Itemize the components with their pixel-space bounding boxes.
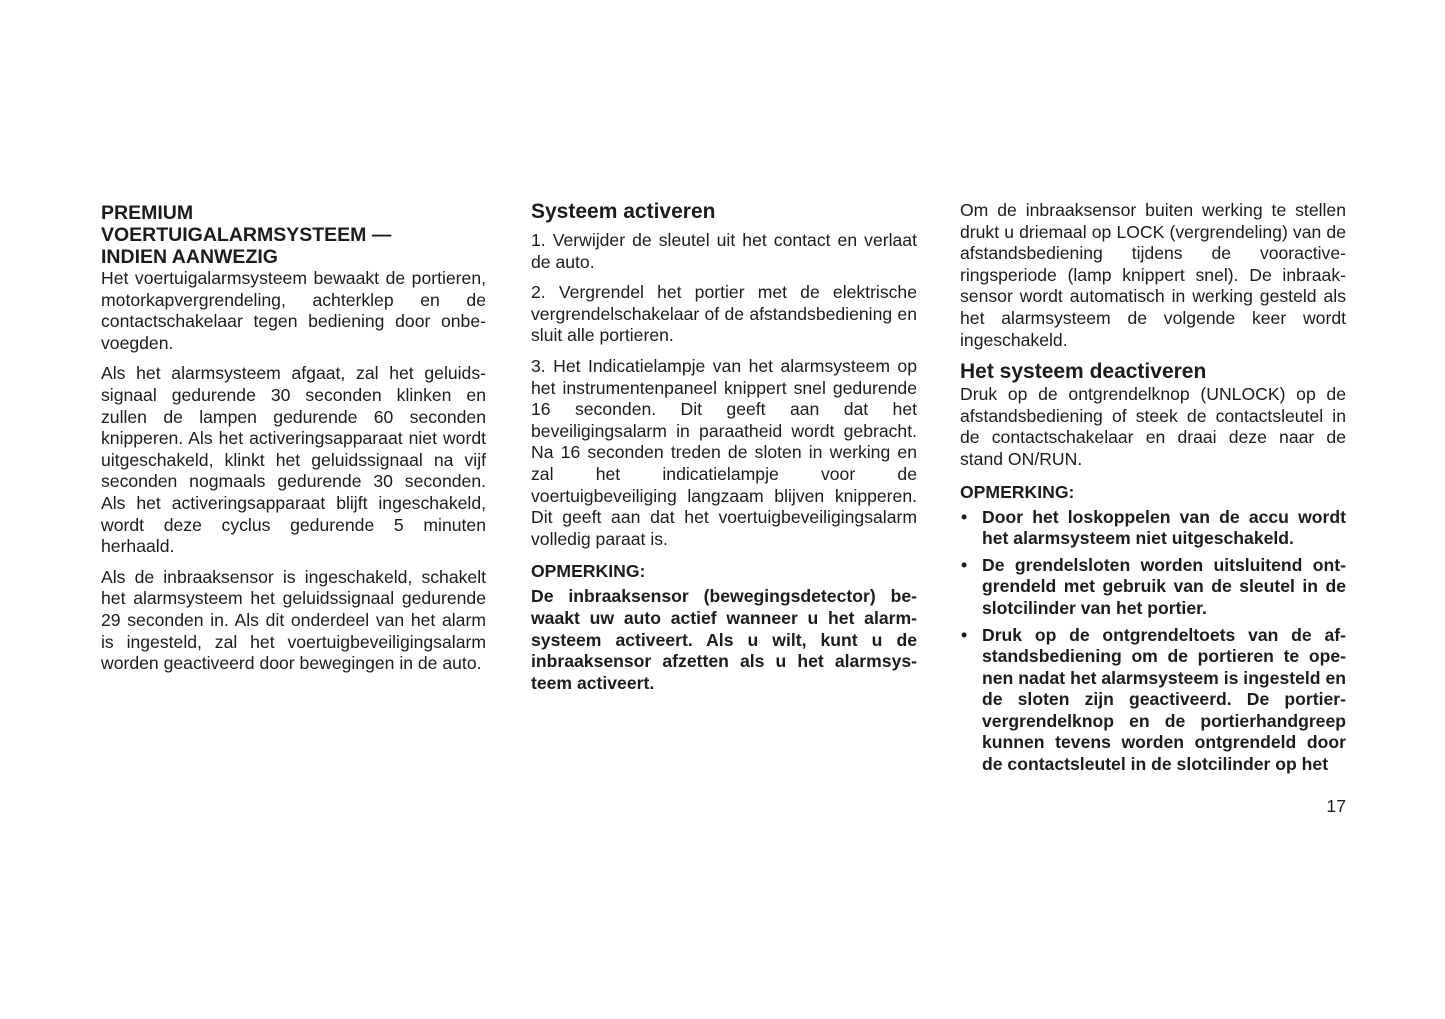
deactivate-heading: Het systeem deactiveren [960, 360, 1207, 384]
column-1 [101, 200, 486, 684]
step-3: 3. Het Indicatielampje van het alarmsysteem op het instrumentenpaneel knippert snel gedurende 16 seconden. Dit geeft aan dat het beveiligingsalarm in paraatheid wordt gebracht. Na 16 seconden treden de sloten in werking en zal het indicatielampje voor de voertuigbeveiliging langzaam blijven knipperen. Dit geeft aan dat het voertuigbeveiligingsalarm volledig paraat is. [531, 355, 917, 549]
heading-line-3: INDIEN AANWEZIG [101, 246, 278, 268]
bullet-icon: • [961, 554, 968, 575]
column-2 [531, 200, 917, 694]
note-text: De inbraaksensor (bewegingsdetector) bewaakt uw auto actief wanneer u het alarmsysteem activeert. Als u wilt, kunt u de inbraaksensor afzetten als u het alarmsysteem activeert. [531, 586, 917, 693]
alarm-behaviour-paragraph: Als het alarmsysteem afgaat, zal het geluidssignaal gedurende 30 seconden klinken en zullen de lampen gedurende 60 seconden knipperen. Als het activeringsapparaat niet wordt uitgeschakeld, klinkt het geluidssignaal na vijf seconden nogmaals gedurende 30 seconden. Als het activeringsapparaat blijft ingeschakeld, wordt deze cyclus gedurende 5 minuten herhaald. [101, 363, 486, 557]
section-heading [101, 202, 486, 268]
activate-heading: Systeem activeren [531, 200, 716, 223]
step-2: 2. Vergrendel het portier met de elektrische vergrendelschakelaar of de afstandsbediening en sluit alle portieren. [531, 282, 917, 346]
disable-sensor-paragraph: Om de inbraaksensor buiten werking te stellen drukt u driemaal op LOCK (vergrendeling) van de afstandsbediening tijdens de vooractiveringsperiode (lamp knippert snel). De inbraaksensor wordt automatisch in werking gesteld als het alarmsysteem de volgende keer wordt ingeschakeld. [960, 200, 1346, 350]
deactivate-paragraph: Druk op de ontgrendelknop (UNLOCK) op de afstandsbediening of steek de contactsleutel in de contactschakelaar en draai deze naar de stand ON/RUN. [960, 384, 1346, 469]
intrusion-sensor-paragraph: Als de inbraaksensor is ingeschakeld, schakelt het alarmsysteem het geluidssignaal gedurende 29 seconden in. Als dit onderdeel van het alarm is ingesteld, zal het voertuigbeveiligingsalarm worden geactiveerd door bewegingen in de auto. [101, 566, 486, 674]
list-item [960, 625, 1346, 776]
heading-line-1: PREMIUM [101, 202, 194, 224]
note-label: OPMERKING: [960, 481, 1075, 502]
list-item-text: Door het loskoppelen van de accu wordt het alarmsysteem niet uitgeschakeld. [982, 506, 1346, 549]
bullet-icon: • [961, 624, 968, 645]
list-item [960, 555, 1346, 620]
intro-paragraph: Het voertuigalarmsysteem bewaakt de portieren, motorkapvergrendeling, achterklep en de contactschakelaar tegen bediening door onbevoegden. [101, 268, 486, 353]
step-1: 1. Verwijder de sleutel uit het contact en verlaat de auto. [531, 230, 917, 272]
list-item [960, 507, 1346, 550]
bullet-icon: • [961, 506, 968, 527]
note-bullet-list [960, 507, 1346, 776]
column-3 [960, 200, 1346, 781]
note-label: OPMERKING: [531, 561, 646, 582]
list-item-text: Druk op de ontgrendeltoets van de afstandsbediening om de portieren te openen nadat het alarmsysteem is ingesteld en de sloten zijn geactiveerd. De portiervergrendelknop en de portierhandgreep kunnen tevens worden ontgrendeld door de contactsleutel in de slotcilinder op het [982, 624, 1346, 775]
heading-line-2: VOERTUIGALARMSYSTEEM — [101, 224, 392, 246]
page-number: 17 [1326, 796, 1346, 816]
list-item-text: De grendelsloten worden uitsluitend ontgrendeld met gebruik van de sleutel in de slotcilinder van het portier. [982, 554, 1346, 618]
